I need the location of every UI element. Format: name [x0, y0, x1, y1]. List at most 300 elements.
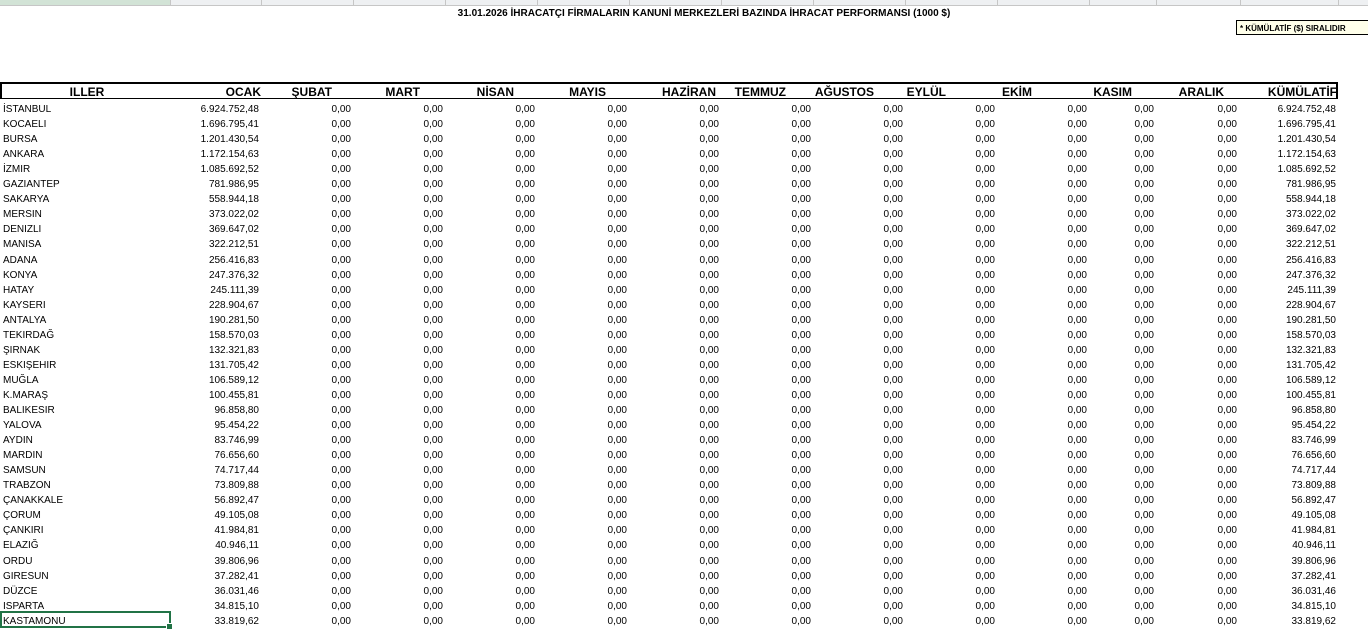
- month-value-cell[interactable]: 0,00: [699, 465, 719, 477]
- month-value-cell[interactable]: 0,00: [331, 329, 351, 341]
- province-cell[interactable]: ANTALYA: [3, 314, 47, 326]
- month-value-cell[interactable]: 0,00: [699, 435, 719, 447]
- month-value-cell[interactable]: 0,00: [699, 420, 719, 432]
- month-value-cell[interactable]: 0,00: [1217, 269, 1237, 281]
- month-value-cell[interactable]: 0,00: [515, 299, 535, 311]
- fill-handle[interactable]: [166, 623, 173, 630]
- month-value-cell[interactable]: 0,00: [331, 254, 351, 266]
- month-value-cell[interactable]: 0,00: [1217, 209, 1237, 221]
- kumulatif-value-cell[interactable]: 132.321,83: [1285, 344, 1336, 356]
- month-value-cell[interactable]: 0,00: [975, 495, 995, 507]
- month-value-cell[interactable]: 0,00: [1217, 525, 1237, 537]
- month-value-cell[interactable]: 0,00: [1067, 420, 1087, 432]
- month-value-cell[interactable]: 0,00: [791, 480, 811, 492]
- ocak-value-cell[interactable]: 131.705,42: [208, 359, 259, 371]
- month-value-cell[interactable]: 0,00: [699, 344, 719, 356]
- month-value-cell[interactable]: 0,00: [515, 555, 535, 567]
- month-value-cell[interactable]: 0,00: [515, 374, 535, 386]
- month-value-cell[interactable]: 0,00: [607, 600, 627, 612]
- month-value-cell[interactable]: 0,00: [699, 314, 719, 326]
- month-value-cell[interactable]: 0,00: [1134, 149, 1154, 161]
- month-value-cell[interactable]: 0,00: [515, 104, 535, 115]
- month-value-cell[interactable]: 0,00: [1217, 284, 1237, 296]
- month-value-cell[interactable]: 0,00: [1134, 209, 1154, 221]
- month-value-cell[interactable]: 0,00: [791, 600, 811, 612]
- kumulatif-value-cell[interactable]: 106.589,12: [1285, 374, 1336, 386]
- month-value-cell[interactable]: 0,00: [423, 239, 443, 251]
- month-value-cell[interactable]: 0,00: [883, 179, 903, 191]
- month-value-cell[interactable]: 0,00: [423, 329, 443, 341]
- province-cell[interactable]: MERSIN: [3, 209, 42, 221]
- month-value-cell[interactable]: 0,00: [1217, 359, 1237, 371]
- kumulatif-value-cell[interactable]: 131.705,42: [1285, 359, 1336, 371]
- month-value-cell[interactable]: 0,00: [699, 224, 719, 236]
- kumulatif-value-cell[interactable]: 228.904,67: [1285, 299, 1336, 311]
- month-value-cell[interactable]: 0,00: [883, 299, 903, 311]
- month-value-cell[interactable]: 0,00: [515, 164, 535, 176]
- month-value-cell[interactable]: 0,00: [607, 224, 627, 236]
- province-cell[interactable]: ŞIRNAK: [3, 344, 41, 356]
- province-cell[interactable]: ESKIŞEHIR: [3, 359, 57, 371]
- kumulatif-value-cell[interactable]: 190.281,50: [1285, 314, 1336, 326]
- month-value-cell[interactable]: 0,00: [607, 495, 627, 507]
- month-value-cell[interactable]: 0,00: [883, 344, 903, 356]
- kumulatif-value-cell[interactable]: 56.892,47: [1291, 495, 1336, 507]
- month-value-cell[interactable]: 0,00: [1217, 134, 1237, 146]
- header-agustos[interactable]: AĞUSTOS: [814, 85, 874, 99]
- month-value-cell[interactable]: 0,00: [1067, 209, 1087, 221]
- ocak-value-cell[interactable]: 1.201.430,54: [200, 134, 259, 146]
- month-value-cell[interactable]: 0,00: [1217, 585, 1237, 597]
- month-value-cell[interactable]: 0,00: [791, 164, 811, 176]
- month-value-cell[interactable]: 0,00: [1217, 164, 1237, 176]
- month-value-cell[interactable]: 0,00: [791, 405, 811, 416]
- province-cell[interactable]: KASTAMONU: [3, 615, 66, 627]
- month-value-cell[interactable]: 0,00: [331, 465, 351, 477]
- month-value-cell[interactable]: 0,00: [1217, 540, 1237, 552]
- month-value-cell[interactable]: 0,00: [1134, 344, 1154, 356]
- month-value-cell[interactable]: 0,00: [883, 314, 903, 326]
- kumulatif-value-cell[interactable]: 322.212,51: [1285, 239, 1336, 251]
- month-value-cell[interactable]: 0,00: [331, 585, 351, 597]
- header-subat[interactable]: ŞUBAT: [291, 85, 332, 99]
- month-value-cell[interactable]: 0,00: [515, 284, 535, 296]
- month-value-cell[interactable]: 0,00: [1134, 405, 1154, 416]
- month-value-cell[interactable]: 0,00: [699, 405, 719, 416]
- month-value-cell[interactable]: 0,00: [699, 149, 719, 161]
- month-value-cell[interactable]: 0,00: [607, 344, 627, 356]
- month-value-cell[interactable]: 0,00: [883, 450, 903, 462]
- month-value-cell[interactable]: 0,00: [699, 239, 719, 251]
- month-value-cell[interactable]: 0,00: [423, 284, 443, 296]
- month-value-cell[interactable]: 0,00: [607, 480, 627, 492]
- month-value-cell[interactable]: 0,00: [607, 299, 627, 311]
- month-value-cell[interactable]: 0,00: [1134, 585, 1154, 597]
- month-value-cell[interactable]: 0,00: [515, 269, 535, 281]
- month-value-cell[interactable]: 0,00: [1134, 615, 1154, 627]
- month-value-cell[interactable]: 0,00: [791, 359, 811, 371]
- month-value-cell[interactable]: 0,00: [1134, 600, 1154, 612]
- month-value-cell[interactable]: 0,00: [1134, 540, 1154, 552]
- month-value-cell[interactable]: 0,00: [331, 615, 351, 627]
- month-value-cell[interactable]: 0,00: [515, 344, 535, 356]
- province-cell[interactable]: DENIZLI: [3, 224, 42, 236]
- month-value-cell[interactable]: 0,00: [975, 525, 995, 537]
- month-value-cell[interactable]: 0,00: [883, 374, 903, 386]
- header-ocak[interactable]: OCAK: [225, 85, 261, 99]
- month-value-cell[interactable]: 0,00: [1217, 615, 1237, 627]
- month-value-cell[interactable]: 0,00: [1217, 119, 1237, 131]
- month-value-cell[interactable]: 0,00: [975, 224, 995, 236]
- month-value-cell[interactable]: 0,00: [423, 314, 443, 326]
- month-value-cell[interactable]: 0,00: [1067, 299, 1087, 311]
- month-value-cell[interactable]: 0,00: [975, 194, 995, 206]
- month-value-cell[interactable]: 0,00: [1067, 615, 1087, 627]
- month-value-cell[interactable]: 0,00: [883, 254, 903, 266]
- kumulatif-value-cell[interactable]: 95.454,22: [1291, 420, 1336, 432]
- month-value-cell[interactable]: 0,00: [975, 134, 995, 146]
- month-value-cell[interactable]: 0,00: [1067, 104, 1087, 115]
- ocak-value-cell[interactable]: 1.696.795,41: [200, 119, 259, 131]
- ocak-value-cell[interactable]: 40.946,11: [215, 540, 259, 552]
- kumulatif-value-cell[interactable]: 41.984,81: [1291, 525, 1336, 537]
- ocak-value-cell[interactable]: 100.455,81: [208, 389, 259, 401]
- month-value-cell[interactable]: 0,00: [791, 570, 811, 582]
- month-value-cell[interactable]: 0,00: [1217, 149, 1237, 161]
- month-value-cell[interactable]: 0,00: [1067, 555, 1087, 567]
- province-cell[interactable]: AYDIN: [3, 435, 33, 447]
- month-value-cell[interactable]: 0,00: [1067, 389, 1087, 401]
- month-value-cell[interactable]: 0,00: [515, 435, 535, 447]
- month-value-cell[interactable]: 0,00: [791, 344, 811, 356]
- month-value-cell[interactable]: 0,00: [1067, 149, 1087, 161]
- kumulatif-value-cell[interactable]: 369.647,02: [1285, 224, 1336, 236]
- month-value-cell[interactable]: 0,00: [331, 164, 351, 176]
- month-value-cell[interactable]: 0,00: [331, 405, 351, 416]
- month-value-cell[interactable]: 0,00: [515, 525, 535, 537]
- province-cell[interactable]: TRABZON: [3, 480, 51, 492]
- month-value-cell[interactable]: 0,00: [883, 209, 903, 221]
- ocak-value-cell[interactable]: 256.416,83: [208, 254, 259, 266]
- month-value-cell[interactable]: 0,00: [699, 450, 719, 462]
- month-value-cell[interactable]: 0,00: [423, 525, 443, 537]
- kumulatif-value-cell[interactable]: 247.376,32: [1285, 269, 1336, 281]
- month-value-cell[interactable]: 0,00: [607, 585, 627, 597]
- month-value-cell[interactable]: 0,00: [1067, 495, 1087, 507]
- province-cell[interactable]: KONYA: [3, 269, 38, 281]
- month-value-cell[interactable]: 0,00: [1067, 435, 1087, 447]
- month-value-cell[interactable]: 0,00: [331, 435, 351, 447]
- ocak-value-cell[interactable]: 74.717,44: [214, 465, 259, 477]
- month-value-cell[interactable]: 0,00: [791, 179, 811, 191]
- month-value-cell[interactable]: 0,00: [791, 450, 811, 462]
- month-value-cell[interactable]: 0,00: [791, 420, 811, 432]
- month-value-cell[interactable]: 0,00: [1134, 555, 1154, 567]
- month-value-cell[interactable]: 0,00: [1134, 134, 1154, 146]
- month-value-cell[interactable]: 0,00: [975, 299, 995, 311]
- ocak-value-cell[interactable]: 245.111,39: [210, 284, 259, 296]
- month-value-cell[interactable]: 0,00: [607, 525, 627, 537]
- month-value-cell[interactable]: 0,00: [883, 194, 903, 206]
- month-value-cell[interactable]: 0,00: [331, 224, 351, 236]
- month-value-cell[interactable]: 0,00: [1134, 299, 1154, 311]
- month-value-cell[interactable]: 0,00: [1134, 510, 1154, 522]
- month-value-cell[interactable]: 0,00: [331, 179, 351, 191]
- month-value-cell[interactable]: 0,00: [883, 495, 903, 507]
- month-value-cell[interactable]: 0,00: [331, 194, 351, 206]
- month-value-cell[interactable]: 0,00: [607, 420, 627, 432]
- month-value-cell[interactable]: 0,00: [791, 314, 811, 326]
- month-value-cell[interactable]: 0,00: [791, 329, 811, 341]
- month-value-cell[interactable]: 0,00: [331, 134, 351, 146]
- month-value-cell[interactable]: 0,00: [791, 585, 811, 597]
- month-value-cell[interactable]: 0,00: [607, 450, 627, 462]
- province-cell[interactable]: ADANA: [3, 254, 38, 266]
- month-value-cell[interactable]: 0,00: [1217, 405, 1237, 416]
- month-value-cell[interactable]: 0,00: [883, 164, 903, 176]
- province-cell[interactable]: ORDU: [3, 555, 33, 567]
- month-value-cell[interactable]: 0,00: [331, 239, 351, 251]
- month-value-cell[interactable]: 0,00: [1067, 405, 1087, 416]
- header-mayis[interactable]: MAYIS: [569, 85, 606, 99]
- month-value-cell[interactable]: 0,00: [331, 420, 351, 432]
- month-value-cell[interactable]: 0,00: [1067, 119, 1087, 131]
- month-value-cell[interactable]: 0,00: [791, 254, 811, 266]
- month-value-cell[interactable]: 0,00: [791, 495, 811, 507]
- month-value-cell[interactable]: 0,00: [607, 104, 627, 115]
- month-value-cell[interactable]: 0,00: [515, 465, 535, 477]
- month-value-cell[interactable]: 0,00: [515, 585, 535, 597]
- month-value-cell[interactable]: 0,00: [331, 525, 351, 537]
- kumulatif-value-cell[interactable]: 100.455,81: [1285, 389, 1336, 401]
- month-value-cell[interactable]: 0,00: [883, 119, 903, 131]
- ocak-value-cell[interactable]: 36.031,46: [214, 585, 259, 597]
- sheet-title[interactable]: 31.01.2026 İHRACATÇI FİRMALARIN KANUNİ MERKEZLERİ BAZINDA İHRACAT PERFORMANSI (1000 $): [457, 8, 951, 19]
- month-value-cell[interactable]: 0,00: [607, 284, 627, 296]
- month-value-cell[interactable]: 0,00: [1217, 465, 1237, 477]
- month-value-cell[interactable]: 0,00: [1217, 480, 1237, 492]
- month-value-cell[interactable]: 0,00: [423, 420, 443, 432]
- month-value-cell[interactable]: 0,00: [1067, 239, 1087, 251]
- month-value-cell[interactable]: 0,00: [423, 405, 443, 416]
- kumulatif-value-cell[interactable]: 36.031,46: [1291, 585, 1336, 597]
- month-value-cell[interactable]: 0,00: [423, 510, 443, 522]
- header-aralik[interactable]: ARALIK: [1178, 85, 1224, 99]
- month-value-cell[interactable]: 0,00: [515, 359, 535, 371]
- month-value-cell[interactable]: 0,00: [1217, 179, 1237, 191]
- month-value-cell[interactable]: 0,00: [423, 254, 443, 266]
- month-value-cell[interactable]: 0,00: [423, 480, 443, 492]
- month-value-cell[interactable]: 0,00: [975, 329, 995, 341]
- month-value-cell[interactable]: 0,00: [1134, 570, 1154, 582]
- kumulatif-value-cell[interactable]: 34.815,10: [1291, 600, 1336, 612]
- province-cell[interactable]: SAMSUN: [3, 465, 46, 477]
- month-value-cell[interactable]: 0,00: [1217, 374, 1237, 386]
- month-value-cell[interactable]: 0,00: [1067, 254, 1087, 266]
- province-cell[interactable]: SAKARYA: [3, 194, 50, 206]
- month-value-cell[interactable]: 0,00: [791, 104, 811, 115]
- month-value-cell[interactable]: 0,00: [1134, 525, 1154, 537]
- kumulatif-value-cell[interactable]: 158.570,03: [1285, 329, 1336, 341]
- month-value-cell[interactable]: 0,00: [607, 359, 627, 371]
- province-cell[interactable]: K.MARAŞ: [3, 389, 49, 401]
- month-value-cell[interactable]: 0,00: [1067, 540, 1087, 552]
- month-value-cell[interactable]: 0,00: [331, 269, 351, 281]
- month-value-cell[interactable]: 0,00: [1067, 374, 1087, 386]
- month-value-cell[interactable]: 0,00: [515, 420, 535, 432]
- month-value-cell[interactable]: 0,00: [699, 359, 719, 371]
- month-value-cell[interactable]: 0,00: [331, 149, 351, 161]
- sort-note-cell[interactable]: * KÜMÜLATİF ($) SIRALIDIR: [1236, 20, 1368, 35]
- month-value-cell[interactable]: 0,00: [883, 104, 903, 115]
- month-value-cell[interactable]: 0,00: [1067, 570, 1087, 582]
- province-cell[interactable]: KOCAELI: [3, 119, 47, 131]
- month-value-cell[interactable]: 0,00: [699, 179, 719, 191]
- header-haziran[interactable]: HAZİRAN: [662, 85, 716, 99]
- province-cell[interactable]: TEKIRDAĞ: [3, 329, 55, 341]
- month-value-cell[interactable]: 0,00: [883, 405, 903, 416]
- month-value-cell[interactable]: 0,00: [515, 480, 535, 492]
- month-value-cell[interactable]: 0,00: [975, 555, 995, 567]
- month-value-cell[interactable]: 0,00: [975, 209, 995, 221]
- month-value-cell[interactable]: 0,00: [1134, 435, 1154, 447]
- month-value-cell[interactable]: 0,00: [515, 600, 535, 612]
- month-value-cell[interactable]: 0,00: [1217, 254, 1237, 266]
- month-value-cell[interactable]: 0,00: [423, 209, 443, 221]
- month-value-cell[interactable]: 0,00: [1067, 329, 1087, 341]
- month-value-cell[interactable]: 0,00: [423, 164, 443, 176]
- month-value-cell[interactable]: 0,00: [607, 465, 627, 477]
- month-value-cell[interactable]: 0,00: [1217, 389, 1237, 401]
- month-value-cell[interactable]: 0,00: [1134, 239, 1154, 251]
- month-value-cell[interactable]: 0,00: [791, 269, 811, 281]
- month-value-cell[interactable]: 0,00: [423, 450, 443, 462]
- header-mart[interactable]: MART: [385, 85, 420, 99]
- month-value-cell[interactable]: 0,00: [1217, 570, 1237, 582]
- month-value-cell[interactable]: 0,00: [1134, 224, 1154, 236]
- month-value-cell[interactable]: 0,00: [1134, 119, 1154, 131]
- month-value-cell[interactable]: 0,00: [1134, 194, 1154, 206]
- month-value-cell[interactable]: 0,00: [607, 435, 627, 447]
- month-value-cell[interactable]: 0,00: [699, 194, 719, 206]
- month-value-cell[interactable]: 0,00: [515, 329, 535, 341]
- month-value-cell[interactable]: 0,00: [1217, 495, 1237, 507]
- month-value-cell[interactable]: 0,00: [1067, 314, 1087, 326]
- month-value-cell[interactable]: 0,00: [791, 194, 811, 206]
- month-value-cell[interactable]: 0,00: [791, 239, 811, 251]
- ocak-value-cell[interactable]: 49.105,08: [214, 510, 259, 522]
- month-value-cell[interactable]: 0,00: [331, 359, 351, 371]
- month-value-cell[interactable]: 0,00: [1067, 585, 1087, 597]
- month-value-cell[interactable]: 0,00: [699, 164, 719, 176]
- month-value-cell[interactable]: 0,00: [883, 269, 903, 281]
- province-cell[interactable]: MUĞLA: [3, 374, 39, 386]
- month-value-cell[interactable]: 0,00: [331, 284, 351, 296]
- month-value-cell[interactable]: 0,00: [515, 615, 535, 627]
- month-value-cell[interactable]: 0,00: [423, 495, 443, 507]
- month-value-cell[interactable]: 0,00: [975, 239, 995, 251]
- month-value-cell[interactable]: 0,00: [1134, 495, 1154, 507]
- month-value-cell[interactable]: 0,00: [1134, 314, 1154, 326]
- month-value-cell[interactable]: 0,00: [883, 615, 903, 627]
- kumulatif-value-cell[interactable]: 1.696.795,41: [1277, 119, 1336, 131]
- month-value-cell[interactable]: 0,00: [975, 359, 995, 371]
- month-value-cell[interactable]: 0,00: [883, 224, 903, 236]
- month-value-cell[interactable]: 0,00: [883, 284, 903, 296]
- month-value-cell[interactable]: 0,00: [1217, 344, 1237, 356]
- month-value-cell[interactable]: 0,00: [607, 164, 627, 176]
- month-value-cell[interactable]: 0,00: [1067, 525, 1087, 537]
- month-value-cell[interactable]: 0,00: [1067, 284, 1087, 296]
- month-value-cell[interactable]: 0,00: [883, 389, 903, 401]
- month-value-cell[interactable]: 0,00: [515, 254, 535, 266]
- ocak-value-cell[interactable]: 34.815,10: [214, 600, 259, 612]
- province-cell[interactable]: ÇANAKKALE: [3, 495, 64, 507]
- kumulatif-value-cell[interactable]: 1.172.154,63: [1277, 149, 1336, 161]
- province-cell[interactable]: KAYSERI: [3, 299, 46, 311]
- month-value-cell[interactable]: 0,00: [607, 119, 627, 131]
- month-value-cell[interactable]: 0,00: [1067, 450, 1087, 462]
- ocak-value-cell[interactable]: 132.321,83: [208, 344, 259, 356]
- month-value-cell[interactable]: 0,00: [515, 194, 535, 206]
- ocak-value-cell[interactable]: 33.819,62: [214, 615, 259, 627]
- month-value-cell[interactable]: 0,00: [331, 104, 351, 115]
- month-value-cell[interactable]: 0,00: [883, 540, 903, 552]
- month-value-cell[interactable]: 0,00: [423, 600, 443, 612]
- month-value-cell[interactable]: 0,00: [515, 134, 535, 146]
- month-value-cell[interactable]: 0,00: [975, 405, 995, 416]
- month-value-cell[interactable]: 0,00: [1067, 344, 1087, 356]
- month-value-cell[interactable]: 0,00: [791, 134, 811, 146]
- ocak-value-cell[interactable]: 41.984,81: [214, 525, 259, 537]
- month-value-cell[interactable]: 0,00: [1134, 284, 1154, 296]
- province-cell[interactable]: YALOVA: [3, 420, 42, 432]
- month-value-cell[interactable]: 0,00: [331, 314, 351, 326]
- header-temmuz[interactable]: TEMMUZ: [734, 85, 786, 99]
- month-value-cell[interactable]: 0,00: [975, 480, 995, 492]
- month-value-cell[interactable]: 0,00: [607, 149, 627, 161]
- kumulatif-value-cell[interactable]: 781.986,95: [1285, 179, 1336, 191]
- month-value-cell[interactable]: 0,00: [1067, 480, 1087, 492]
- month-value-cell[interactable]: 0,00: [1217, 435, 1237, 447]
- month-value-cell[interactable]: 0,00: [331, 480, 351, 492]
- kumulatif-value-cell[interactable]: 83.746,99: [1291, 435, 1336, 447]
- kumulatif-value-cell[interactable]: 373.022,02: [1285, 209, 1336, 221]
- month-value-cell[interactable]: 0,00: [1134, 465, 1154, 477]
- month-value-cell[interactable]: 0,00: [975, 585, 995, 597]
- month-value-cell[interactable]: 0,00: [1067, 359, 1087, 371]
- month-value-cell[interactable]: 0,00: [607, 570, 627, 582]
- month-value-cell[interactable]: 0,00: [699, 585, 719, 597]
- month-value-cell[interactable]: 0,00: [975, 254, 995, 266]
- ocak-value-cell[interactable]: 6.924.752,48: [200, 104, 259, 115]
- kumulatif-value-cell[interactable]: 256.416,83: [1285, 254, 1336, 266]
- month-value-cell[interactable]: 0,00: [1067, 179, 1087, 191]
- month-value-cell[interactable]: 0,00: [975, 615, 995, 627]
- month-value-cell[interactable]: 0,00: [607, 134, 627, 146]
- month-value-cell[interactable]: 0,00: [423, 104, 443, 115]
- month-value-cell[interactable]: 0,00: [975, 314, 995, 326]
- province-cell[interactable]: BALIKESIR: [3, 405, 55, 416]
- month-value-cell[interactable]: 0,00: [975, 284, 995, 296]
- month-value-cell[interactable]: 0,00: [331, 570, 351, 582]
- active-cell-selection[interactable]: [0, 611, 171, 628]
- kumulatif-value-cell[interactable]: 74.717,44: [1291, 465, 1336, 477]
- ocak-value-cell[interactable]: 106.589,12: [208, 374, 259, 386]
- month-value-cell[interactable]: 0,00: [515, 570, 535, 582]
- month-value-cell[interactable]: 0,00: [423, 224, 443, 236]
- month-value-cell[interactable]: 0,00: [699, 209, 719, 221]
